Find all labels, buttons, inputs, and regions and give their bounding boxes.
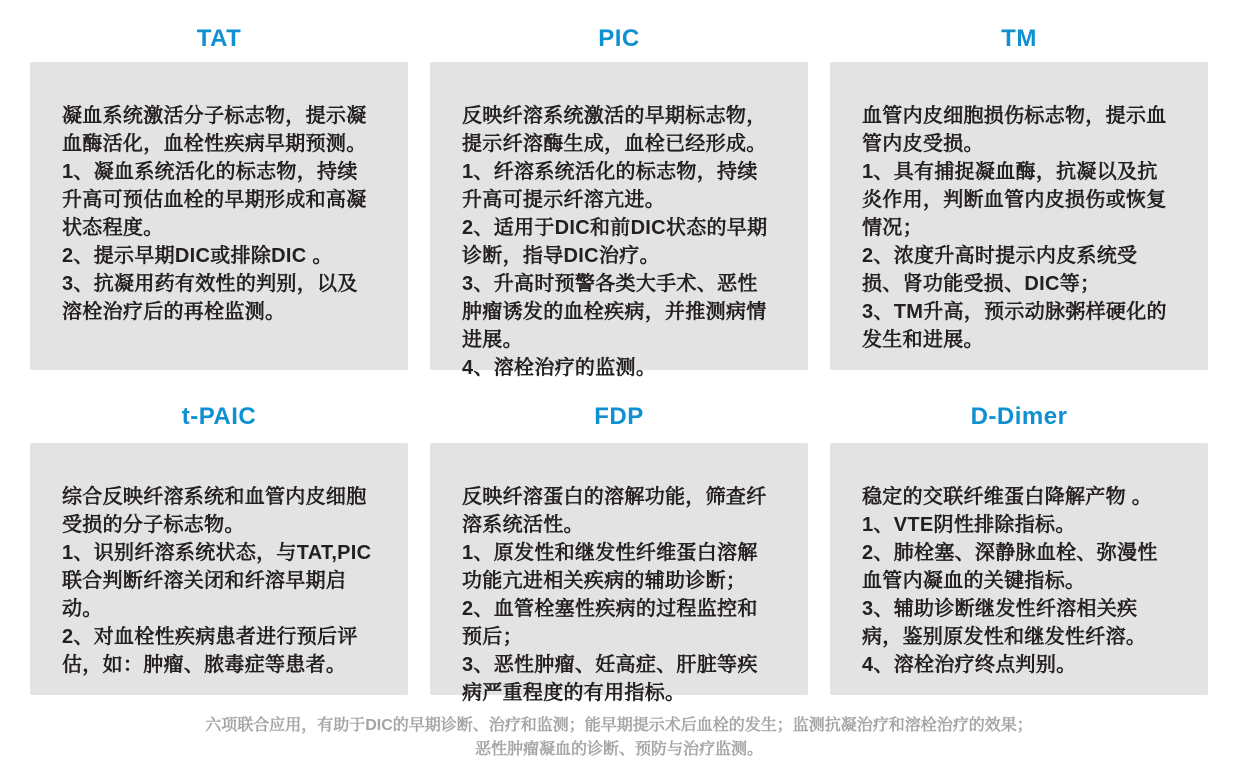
panel-text-line: 1、纤溶系统活化的标志物，持续升高可提示纤溶亢进。	[462, 161, 758, 211]
panel-body-tat	[30, 62, 408, 370]
panel-text-line: 3、升高时预警各类大手术、恶性肿瘤诱发的血栓疾病，并推测病情进展。	[462, 273, 767, 351]
panel-text-line: 2、血管栓塞性疾病的过程监控和预后；	[462, 598, 758, 648]
footer-summary	[0, 714, 1238, 762]
panel-text-line: 2、提示早期DIC或排除DIC 。	[62, 245, 333, 267]
panel-body-d-dimer	[830, 443, 1208, 695]
panel-text-line: 1、VTE阴性排除指标。	[862, 514, 1076, 536]
panel-text-line: 稳定的交联纤维蛋白降解产物 。	[862, 486, 1153, 508]
panel-text-line: 综合反映纤溶系统和血管内皮细胞受损的分子标志物。	[62, 486, 367, 536]
panel-title-t-paic: t-PAIC	[181, 403, 257, 430]
panel-text-line: 3、TM升高，预示动脉粥样硬化的发生和进展。	[862, 301, 1167, 351]
panel-tm	[830, 24, 1208, 370]
panel-text-line: 4、溶栓治疗终点判别。	[862, 654, 1077, 676]
panel-d-dimer	[830, 370, 1208, 695]
panel-text-line: 凝血系统激活分子标志物，提示凝血酶活化，血栓性疾病早期预测。	[62, 105, 367, 155]
panels-row-bottom	[30, 370, 1208, 704]
panel-text-line: 1、具有捕捉凝血酶，抗凝以及抗炎作用，判断血管内皮损伤或恢复情况；	[862, 161, 1167, 239]
panel-title-d-dimer: D-Dimer	[970, 403, 1068, 430]
panel-title-pic: PIC	[598, 25, 640, 52]
panel-fdp	[430, 370, 808, 704]
panel-text-line: 1、原发性和继发性纤维蛋白溶解功能亢进相关疾病的辅助诊断；	[462, 542, 758, 592]
panel-body-pic	[430, 62, 808, 379]
panel-pic	[430, 24, 808, 379]
panel-tat	[30, 24, 408, 370]
panel-text-line: 反映纤溶系统激活的早期标志物，提示纤溶酶生成，血栓已经形成。	[462, 105, 767, 155]
panel-text-line: 1、凝血系统活化的标志物，持续升高可预估血栓的早期形成和高凝状态程度。	[62, 161, 367, 239]
panel-text-line: 2、对血栓性疾病患者进行预后评估，如：肿瘤、脓毒症等患者。	[62, 626, 358, 676]
panel-text-line: 4、溶栓治疗的监测。	[462, 357, 657, 379]
panel-text-line: 血管内皮细胞损伤标志物，提示血管内皮受损。	[862, 105, 1167, 155]
panel-t-paic	[30, 370, 408, 695]
panel-text-line: 3、辅助诊断继发性纤溶相关疾病，鉴别原发性和继发性纤溶。	[862, 598, 1147, 648]
panel-body-fdp	[430, 443, 808, 704]
panel-text-line: 3、恶性肿瘤、妊高症、肝脏等疾病严重程度的有用指标。	[462, 654, 758, 704]
panels-row-top	[30, 0, 1208, 379]
panel-text-line: 1、识别纤溶系统状态，与TAT,PIC联合判断纤溶关闭和纤溶早期启动。	[62, 542, 372, 620]
panel-body-t-paic	[30, 443, 408, 695]
panel-title-fdp: FDP	[594, 403, 644, 430]
footer-line-2: 恶性肿瘤凝血的诊断、预防与治疗监测。	[474, 741, 763, 758]
panel-body-tm	[830, 62, 1208, 370]
panel-title-tat: TAT	[196, 25, 242, 52]
panel-text-line: 3、抗凝用药有效性的判别，以及溶栓治疗后的再栓监测。	[62, 273, 358, 323]
panel-title-tm: TM	[1001, 25, 1037, 52]
footer-line-1: 六项联合应用，有助于DIC的早期诊断、治疗和监测；能早期提示术后血栓的发生；监测抗凝治疗和溶栓治疗的效果；	[205, 717, 1033, 734]
panel-text-line: 2、肺栓塞、深静脉血栓、弥漫性血管内凝血的关键指标。	[862, 542, 1158, 592]
panel-text-line: 反映纤溶蛋白的溶解功能，筛查纤溶系统活性。	[462, 486, 767, 536]
panel-text-line: 2、适用于DIC和前DIC状态的早期诊断，指导DIC治疗。	[462, 217, 768, 267]
panel-text-line: 2、浓度升高时提示内皮系统受损、肾功能受损、DIC等；	[862, 245, 1138, 295]
